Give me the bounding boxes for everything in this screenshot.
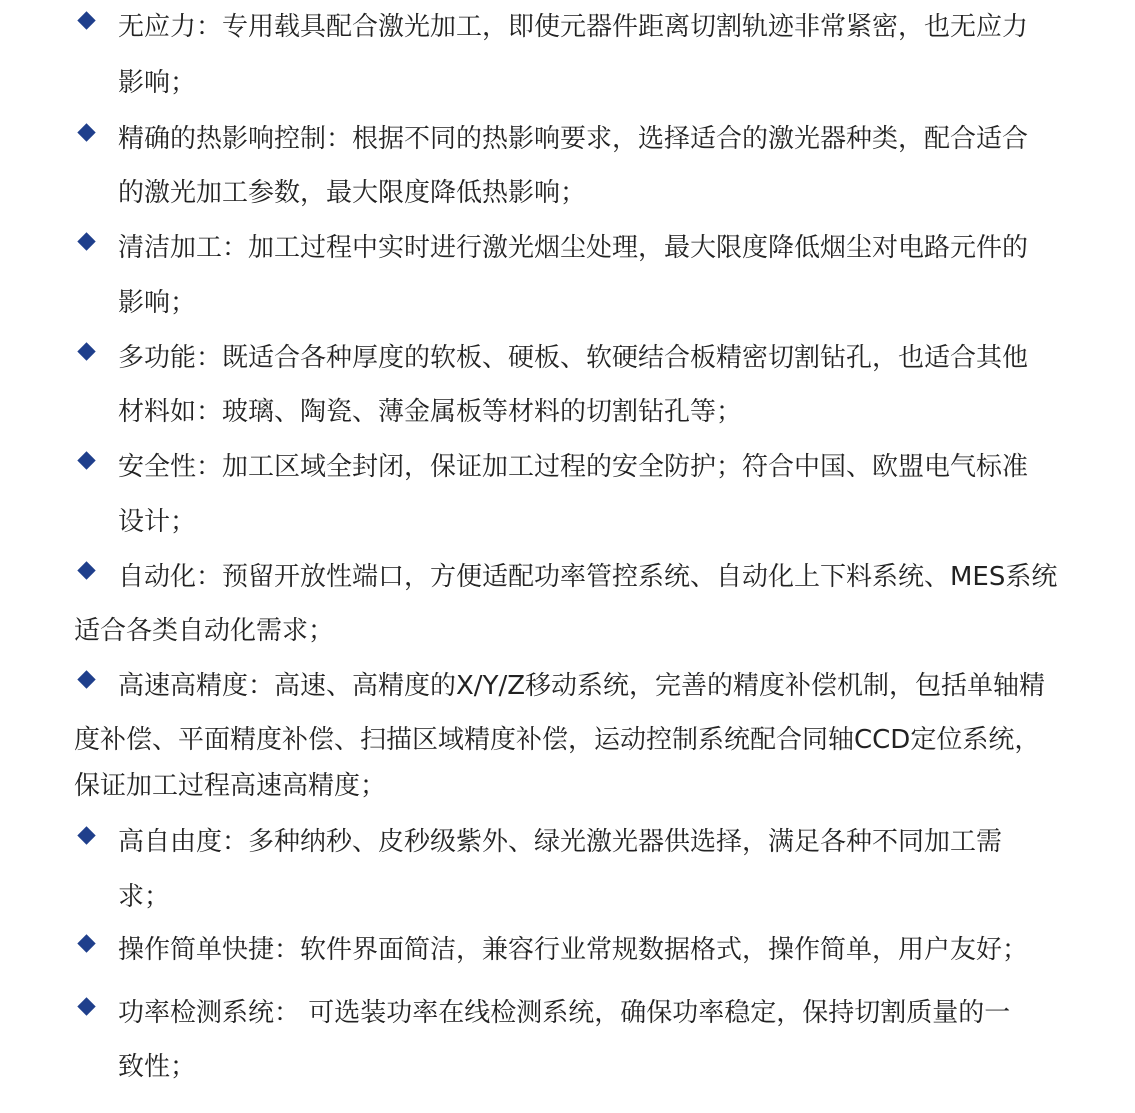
bullet-diamond-icon — [77, 670, 95, 688]
bullet-diamond-icon — [77, 451, 95, 469]
feature-line: 多功能：既适合各种厚度的软板、硬板、软硬结合板精密切割钻孔，也适合其他 — [118, 343, 1029, 373]
bullet-diamond-icon — [77, 826, 95, 844]
feature-line: 保证加工过程高速高精度； — [74, 771, 387, 801]
bullet-diamond-icon — [77, 123, 95, 141]
bullet-diamond-icon — [77, 11, 95, 29]
bullet-diamond-icon — [77, 342, 95, 360]
feature-line: 高速高精度：高速、高精度的X/Y/Z移动系统，完善的精度补偿机制，包括单轴精 — [118, 671, 1046, 701]
feature-line: 无应力：专用载具配合激光加工，即使元器件距离切割轨迹非常紧密，也无应力 — [118, 12, 1029, 42]
feature-line: 求； — [118, 882, 171, 912]
feature-line: 材料如：玻璃、陶瓷、薄金属板等材料的切割钻孔等； — [118, 397, 743, 427]
feature-line: 自动化：预留开放性端口，方便适配功率管控系统、自动化上下料系统、MES系统 — [118, 562, 1058, 592]
bullet-diamond-icon — [77, 232, 95, 250]
feature-line: 的激光加工参数，最大限度降低热影响； — [118, 178, 587, 208]
bullet-diamond-icon — [77, 997, 95, 1015]
feature-line: 度补偿、平面精度补偿、扫描区域精度补偿，运动控制系统配合同轴CCD定位系统， — [74, 725, 1041, 755]
feature-line: 影响； — [118, 68, 197, 98]
feature-line: 适合各类自动化需求； — [74, 616, 335, 646]
feature-line: 高自由度：多种纳秒、皮秒级紫外、绿光激光器供选择，满足各种不同加工需 — [118, 827, 1003, 857]
feature-line: 操作简单快捷：软件界面简洁，兼容行业常规数据格式，操作简单，用户友好； — [118, 935, 1029, 965]
bullet-diamond-icon — [77, 934, 95, 952]
bullet-diamond-icon — [77, 561, 95, 579]
feature-line: 清洁加工：加工过程中实时进行激光烟尘处理，最大限度降低烟尘对电路元件的 — [118, 233, 1029, 263]
feature-line: 功率检测系统： 可选装功率在线检测系统，确保功率稳定，保持切割质量的一 — [118, 998, 1011, 1028]
feature-line: 设计； — [118, 507, 197, 537]
feature-line: 致性； — [118, 1052, 197, 1082]
feature-line: 精确的热影响控制：根据不同的热影响要求，选择适合的激光器种类，配合适合 — [118, 124, 1029, 154]
feature-line: 安全性：加工区域全封闭，保证加工过程的安全防护；符合中国、欧盟电气标准 — [118, 452, 1029, 482]
feature-line: 影响； — [118, 288, 197, 318]
